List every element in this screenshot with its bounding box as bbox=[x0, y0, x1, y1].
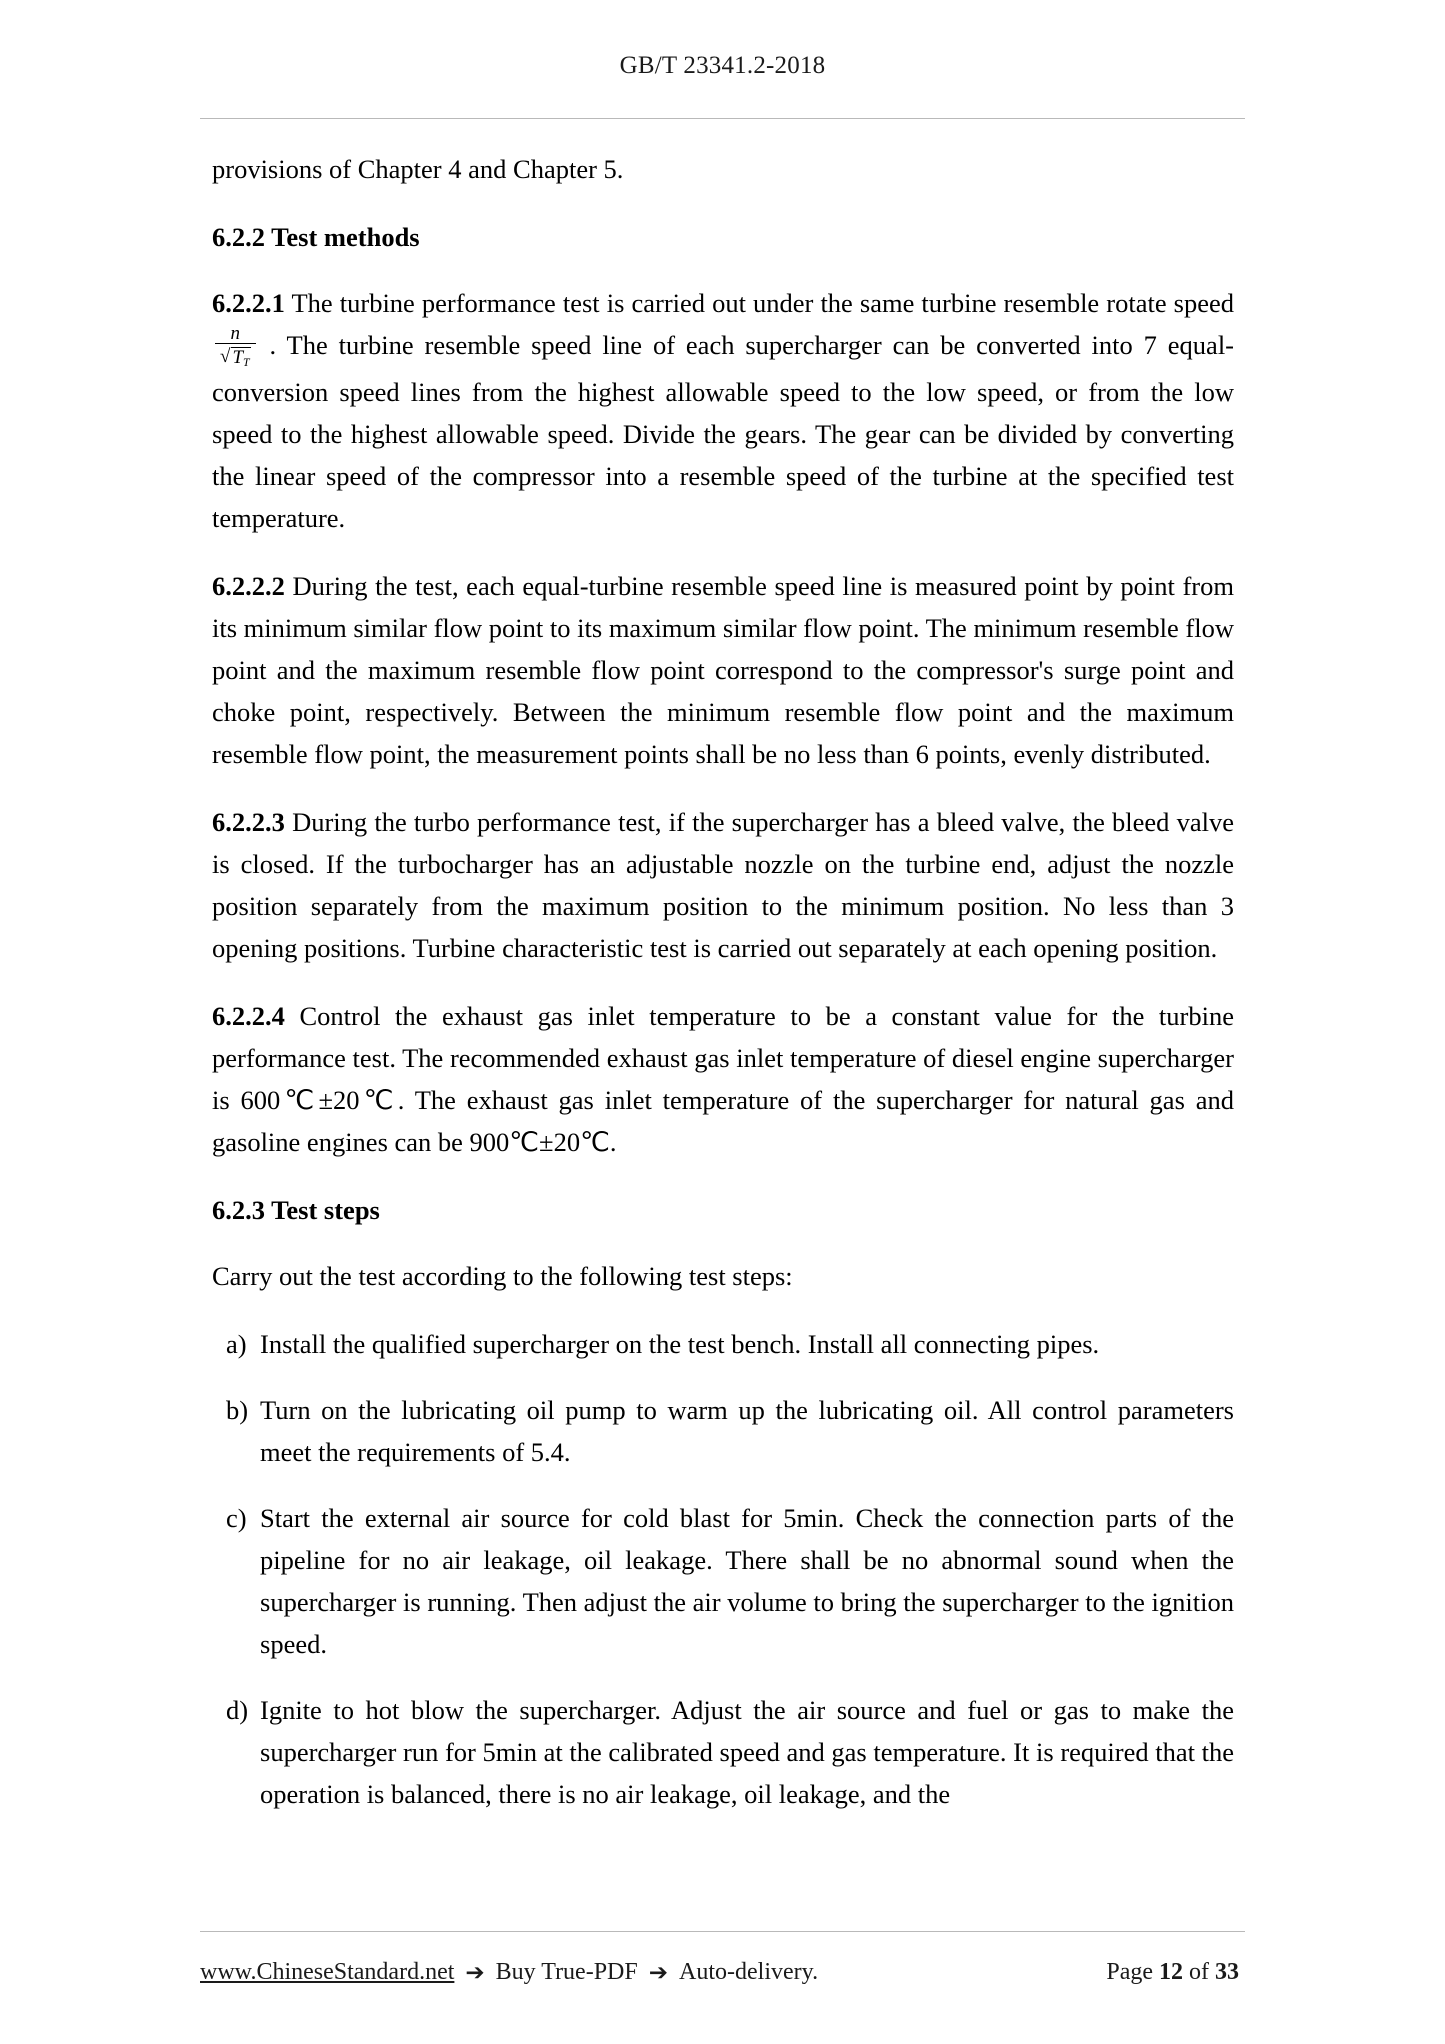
paragraph-6-2-2-1-text-a: The turbine performance test is carried out under the same turbine resemble rotate speed bbox=[291, 288, 1235, 318]
list-item bbox=[212, 1323, 1234, 1365]
list-item-marker: c) bbox=[226, 1502, 247, 1533]
of-label: of bbox=[1189, 1959, 1209, 1985]
clause-number-6-2-2-3: 6.2.2.3 bbox=[212, 806, 285, 837]
intro-text: provisions of Chapter 4 and Chapter 5. bbox=[212, 154, 624, 184]
footer-promo bbox=[200, 1959, 818, 1986]
paragraph-6-2-2-3-text: During the turbo performance test, if the supercharger has a bleed valve, the bleed valve is closed. If the turbocharger has an adjustable nozzle on the turbine end, adjust the nozzle position separately from the maximum position to the minimum position. No less than 3 opening positions. Turbine characteristic test is carried out separately at each opening position. bbox=[212, 806, 1235, 963]
website-link[interactable]: www.ChineseStandard.net bbox=[200, 1959, 455, 1985]
header-divider bbox=[200, 118, 1245, 119]
page-indicator bbox=[1106, 1959, 1245, 1986]
formula-numerator: n bbox=[215, 324, 256, 345]
list-item-text: Turn on the lubricating oil pump to warm up the lubricating oil. All control parameters meet the requirements of 5.4. bbox=[260, 1394, 1234, 1467]
paragraph-6-2-2-1 bbox=[212, 282, 1234, 539]
steps-intro-paragraph bbox=[212, 1255, 1234, 1297]
radicand bbox=[231, 347, 250, 369]
page-total: 33 bbox=[1215, 1959, 1239, 1985]
heading-6-2-2 bbox=[212, 216, 1234, 258]
list-item-marker: d) bbox=[226, 1694, 249, 1725]
paragraph-6-2-2-4 bbox=[212, 995, 1234, 1163]
clause-number-6-2-2-1: 6.2.2.1 bbox=[212, 288, 285, 318]
page-content bbox=[212, 148, 1234, 1839]
clause-number-6-2-2-4: 6.2.2.4 bbox=[212, 1000, 285, 1031]
formula-denominator-base: T bbox=[232, 347, 244, 369]
list-item-text: Install the qualified supercharger on the test bench. Install all connecting pipes. bbox=[260, 1328, 1100, 1359]
standard-number: GB/T 23341.2-2018 bbox=[619, 52, 826, 79]
paragraph-6-2-2-1-text-b: . The turbine resemble speed line of each supercharger can be converted into 7 equal-conversion speed lines from the highest allowable speed to the low speed, or from the low speed to the highest allowable speed. Divide the gears. The gear can be divided by converting the linear speed of the compressor into a resemble speed of the turbine at the specified test temperature. bbox=[212, 330, 1235, 533]
arrow-right-icon: ➔ bbox=[648, 1959, 669, 1985]
formula-denominator bbox=[215, 344, 256, 368]
intro-paragraph bbox=[212, 148, 1234, 190]
page-number: 12 bbox=[1159, 1959, 1183, 1985]
paragraph-6-2-2-2 bbox=[212, 565, 1234, 775]
clause-number-6-2-2-2: 6.2.2.2 bbox=[212, 570, 285, 601]
list-item bbox=[212, 1689, 1234, 1815]
list-item-text: Ignite to hot blow the supercharger. Adjust the air source and fuel or gas to make the supercharger run for 5min at the calibrated speed and gas temperature. It is required that the operation is balanced, there is no air leakage, oil leakage, and the bbox=[260, 1694, 1234, 1809]
page-label: Page bbox=[1106, 1959, 1153, 1985]
list-item-text: Start the external air source for cold blast for 5min. Check the connection parts of the pipeline for no air leakage, oil leakage. There shall be no abnormal sound when the supercharger is running. Then adjust the air volume to bring the supercharger to the ignition speed. bbox=[260, 1502, 1234, 1659]
list-item bbox=[212, 1497, 1234, 1665]
steps-intro-text: Carry out the test according to the following test steps: bbox=[212, 1260, 793, 1291]
formula-n-over-sqrt-T bbox=[215, 324, 256, 369]
arrow-right-icon: ➔ bbox=[465, 1959, 485, 1985]
heading-6-2-3 bbox=[212, 1189, 1234, 1231]
heading-6-2-3-label: 6.2.3 Test steps bbox=[212, 1194, 380, 1225]
paragraph-6-2-2-4-text: Control the exhaust gas inlet temperature to be a constant value for the turbine performance test. The recommended exhaust gas inlet temperature of diesel engine supercharger is 600℃±20℃. The exhaust gas inlet temperature of the supercharger for natural gas and gasoline engines can be 900℃±20℃. bbox=[212, 1000, 1234, 1157]
list-item bbox=[212, 1389, 1234, 1473]
heading-6-2-2-label: 6.2.2 Test methods bbox=[212, 222, 420, 252]
page-header bbox=[200, 52, 1245, 80]
delivery-label: Auto-delivery. bbox=[679, 1959, 819, 1985]
radical-sign: √ bbox=[220, 346, 231, 368]
buy-label[interactable]: Buy True-PDF bbox=[495, 1959, 638, 1985]
paragraph-6-2-2-3 bbox=[212, 801, 1234, 969]
list-item-marker: a) bbox=[226, 1328, 247, 1359]
formula-denominator-subscript: T bbox=[243, 356, 250, 370]
footer-divider bbox=[200, 1931, 1245, 1932]
page-footer bbox=[200, 1959, 1245, 1986]
paragraph-6-2-2-2-text: During the test, each equal-turbine resemble speed line is measured point by point from its minimum similar flow point to its maximum similar flow point. The minimum resemble flow point and the maximum resemble flow point correspond to the compressor's surge point and choke point, respectively. Between the minimum resemble flow point and the maximum resemble flow point, the measurement points shall be no less than 6 points, evenly distributed. bbox=[212, 570, 1234, 769]
list-item-marker: b) bbox=[226, 1394, 249, 1425]
